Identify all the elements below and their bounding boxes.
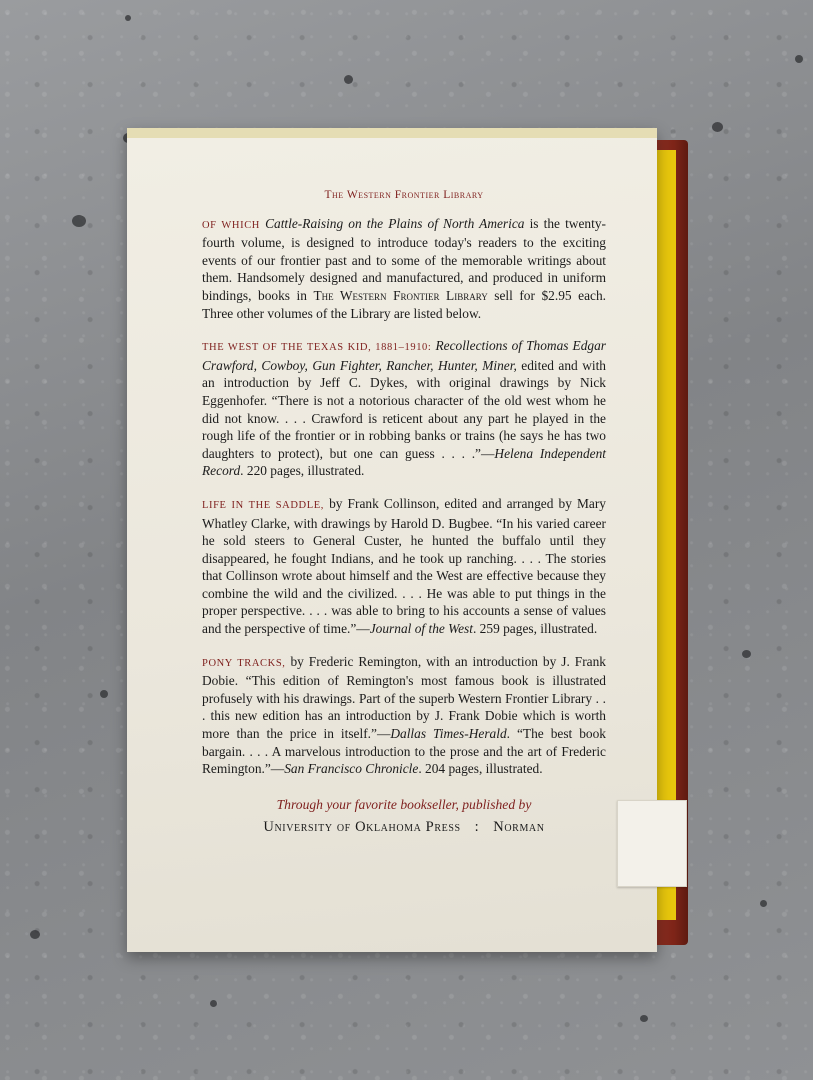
library-label: [617, 800, 687, 887]
publisher-tagline: Through your favorite bookseller, published by: [276, 796, 532, 812]
book-entry-pony-tracks: [202, 653, 606, 778]
book-source-2: San Francisco Chronicle: [284, 761, 419, 777]
book-source: Dallas Times-Herald: [390, 726, 507, 742]
book-body: by Frank Collinson, edited and arranged by Mary Whatley Clarke, with drawings by Harold D. Bugbee. “In his varied career he sold steers to General Custer, he hunted the buffalo until they disappeared, he fought Indians, and he took up ranching. . . . The stories that Collinson wrote about himself and the West are effective because they combine the wild and the civilized. . . . He was able to put things in the proper perspective. . . . was able to bring to his accounts a sense of values and the perspective of time.”—: [202, 495, 606, 637]
surface-pit: [30, 930, 40, 939]
book-source: Helena Independent Record: [202, 445, 606, 479]
book-tail: . 259 pages, illustrated.: [472, 621, 598, 637]
series-heading: The Western Frontier Library: [324, 189, 484, 201]
surface-pit: [712, 122, 723, 132]
cover-text: [202, 187, 606, 837]
surface-pit: [125, 15, 131, 21]
book-lead: PONY TRACKS,: [202, 657, 286, 669]
surface-pit: [760, 900, 767, 907]
intro-lead: OF WHICH: [202, 219, 260, 231]
cover-top-band: [127, 128, 657, 138]
intro-paragraph: [202, 215, 606, 323]
intro-text-2: sell for $2.95 each. Three other volumes of the Library are listed below.: [202, 287, 607, 321]
publisher-city: Norman: [493, 819, 545, 836]
book-entry-texas-kid: [202, 337, 606, 480]
surface-pit: [344, 75, 353, 84]
book-entry-life-in-the-saddle: [202, 495, 606, 638]
surface-pit: [72, 215, 86, 227]
book-body: by Frederic Remington, with an introduction by J. Frank Dobie. “This edition of Remington's most famous book is illustrated profusely with his drawings. Part of the superb Western Frontier Library . . . this new edition has an introduction by J. Frank Dobie which is worth more than the price in itself.”—: [202, 653, 606, 742]
book-tail: . 204 pages, illustrated.: [418, 761, 543, 777]
book-tail: . 220 pages, illustrated.: [240, 463, 365, 479]
intro-title: Cattle-Raising on the Plains of North America: [265, 215, 525, 231]
book-body: edited and with an introduction by Jeff C. Dykes, with original drawings by Nick Eggenhofer. “There is not a notorious character of the old west whom he did not know. . . . Crawford is reticent about any part he played in the rough life of the frontier or in robbing banks or trains (he says he has two daughters to protect), but one can guess . . . .”—: [202, 357, 607, 461]
book-source: Journal of the West: [369, 621, 473, 637]
book-mid: . “The best book bargain. . . . A marvelous introduction to the prose and the art of Frederic Remington.”—: [202, 726, 606, 777]
book-lead: LIFE IN THE SADDLE,: [202, 499, 324, 511]
publisher-name: University of Oklahoma Press: [263, 819, 461, 836]
surface-pit: [795, 55, 803, 63]
intro-series-ref: The Western Frontier Library: [313, 287, 488, 303]
surface-pit: [210, 1000, 217, 1007]
book-lead: THE WEST OF THE TEXAS KID, 1881–1910:: [202, 342, 432, 354]
surface-pit: [100, 690, 108, 698]
intro-text-1: is the twenty-fourth volume, is designed to introduce today's readers to the exciting events of our frontier past and to some of the memorable writings about them. Handsomely designed and manufactured, and produced in uniform bindings, books in: [202, 215, 606, 303]
publisher-separator: :: [474, 819, 480, 836]
surface-pit: [640, 1015, 648, 1022]
book-subtitle: Recollections of Thomas Edgar Crawford, Cowboy, Gun Fighter, Rancher, Hunter, Miner,: [202, 338, 606, 373]
publisher-line: [202, 819, 606, 837]
surface-pit: [742, 650, 751, 658]
